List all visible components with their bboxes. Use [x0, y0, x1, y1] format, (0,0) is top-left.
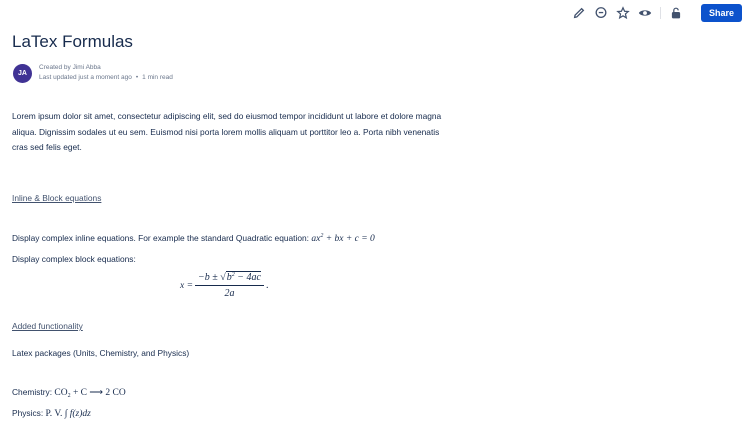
eye-icon[interactable] [636, 4, 654, 22]
chemistry-equation: $CO_2 + C$ ⟶ 2 CO [54, 388, 126, 399]
section-heading-equations[interactable]: Inline & Block equations [12, 193, 102, 203]
packages-text: Latex packages (Units, Chemistry, and Physics) [12, 348, 190, 358]
quadratic-fraction [195, 272, 264, 299]
lock-icon[interactable] [667, 4, 685, 22]
read-time: 1 min read [142, 74, 173, 81]
last-updated[interactable]: Last updated just a moment ago [39, 74, 132, 81]
inline-equation-line [12, 233, 375, 244]
byline-separator: • [135, 74, 139, 81]
block-equation [180, 272, 268, 299]
pencil-icon[interactable] [570, 4, 588, 22]
comment-icon[interactable] [592, 4, 610, 22]
share-button[interactable]: Share [701, 4, 742, 22]
block-equation-lhs: x = [180, 280, 194, 291]
byline [13, 63, 173, 83]
intro-paragraph: Lorem ipsum dolor sit amet, consectetur adipiscing elit, sed do eiusmod tempor incididunt ut labore et dolore magna aliqua. Dignissim sodales ut eu sem. Euismod nisi porta lorem mollis aliquam ut porttitor leo a. Porta nibh venenatis cras sed felis eget. [12, 111, 442, 152]
physics-line [12, 408, 91, 419]
toolbar-divider [660, 7, 661, 19]
physics-equation: P. V. ∫ f(z)dz [45, 409, 91, 419]
fraction-numerator: $-b \pm √b^2 - 4ac$ [195, 272, 264, 286]
page-toolbar [566, 4, 742, 22]
chemistry-line [12, 387, 126, 399]
inline-equation: $ax^2$ + bx + c = 0 [311, 233, 375, 244]
section-heading-functionality[interactable]: Added functionality [12, 321, 83, 331]
fraction-denominator: 2a [224, 288, 235, 299]
block-equation-text: Display complex block equations: [12, 254, 136, 264]
byline-text [39, 63, 173, 83]
star-icon[interactable] [614, 4, 632, 22]
created-by[interactable]: Created by Jimi Abba [39, 64, 101, 71]
avatar[interactable]: JA [13, 64, 32, 83]
chemistry-label: Chemistry: [12, 387, 55, 397]
block-equation-period: . [265, 280, 269, 291]
page-title: LaTex Formulas [12, 32, 133, 51]
physics-label: Physics: [12, 408, 46, 418]
inline-equation-text: Display complex inline equations. For example the standard Quadratic equation: [12, 233, 312, 243]
